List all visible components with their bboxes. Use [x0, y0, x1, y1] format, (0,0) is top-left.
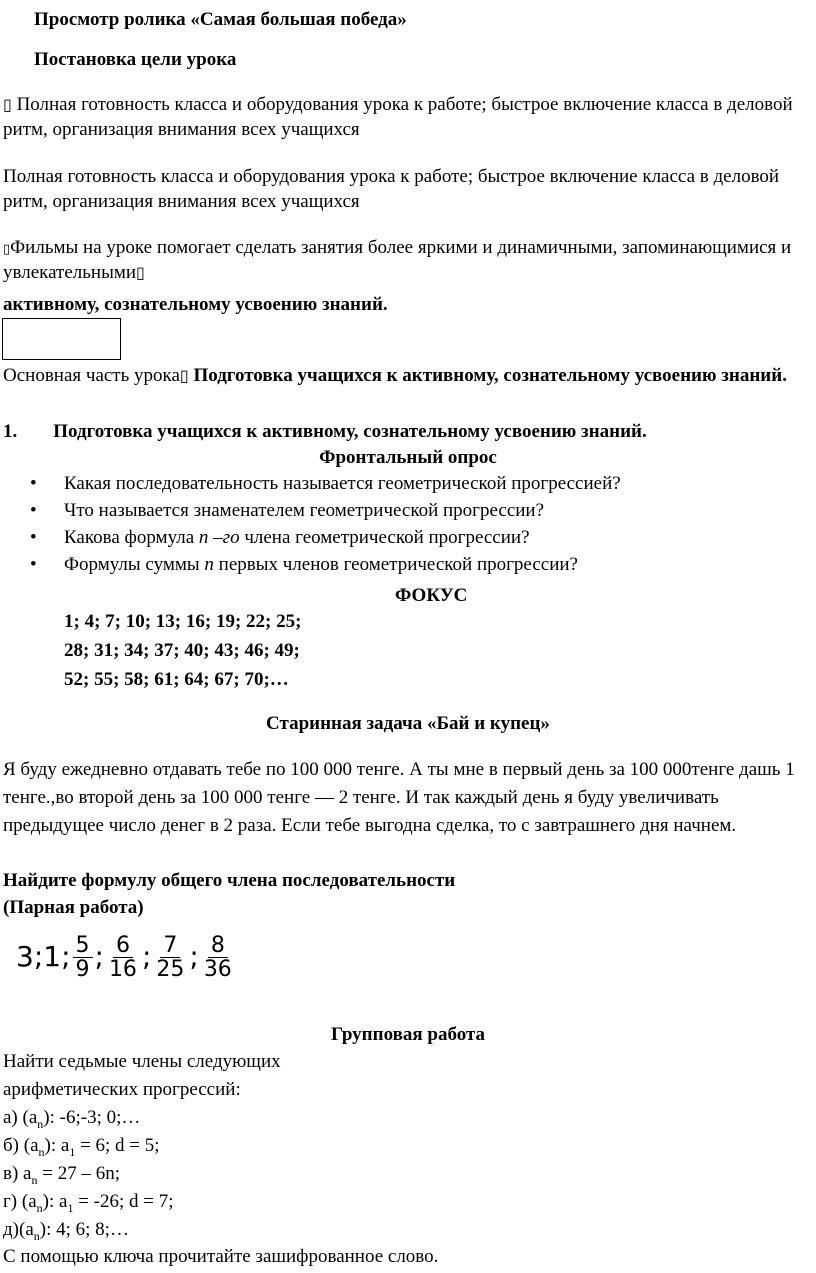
sequence-line: 1; 4; 7; 10; 13; 16; 19; 22; 25; — [64, 611, 302, 632]
list-item — [26, 472, 621, 499]
question-text: Какова формула — [64, 527, 199, 548]
focus-heading: ФОКУС — [395, 585, 468, 606]
group-item — [3, 1162, 812, 1188]
formula-lead: 3;1; — [16, 940, 71, 974]
separator: ; — [141, 940, 152, 974]
item-post: ): a — [44, 1135, 70, 1156]
bold-active-learning: активному, сознательному усвоению знаний. — [3, 294, 388, 315]
missing-glyph-icon: ▯ — [3, 95, 12, 114]
item-sub: n — [37, 1116, 44, 1131]
find-formula-heading: Найдите формулу общего члена последовательности — [3, 870, 456, 891]
item-sub: n — [36, 1200, 43, 1215]
item-sub: n — [31, 1172, 38, 1187]
fraction — [106, 934, 140, 981]
item-post: ): a — [42, 1191, 68, 1212]
item-post2: = 6; d = 5; — [75, 1135, 160, 1156]
item-pre: г) (a — [3, 1191, 37, 1212]
paragraph-readiness-1 — [3, 93, 812, 142]
task-text: Я буду ежедневно отдавать тебе по 100 000 тенге. А ты мне в первый день за 100 000тенге дашь 1 тенге.,во второй день за 100 000 тенге — 2 тенге. И так каждый день я буду увеличивать предыдущее число денег в 2 раза. Если тебе выгодна сделка, то с завтрашнего дня начнем. — [3, 759, 795, 837]
separator: ; — [94, 940, 104, 974]
item-post: ): 4; 6; 8;… — [39, 1219, 129, 1240]
empty-box — [2, 318, 121, 360]
group-item — [3, 1190, 812, 1216]
question-list — [26, 472, 621, 580]
question-italic: n — [204, 554, 214, 575]
main-part-prefix: Основная часть урока — [3, 365, 180, 386]
item-sub: n — [38, 1144, 45, 1159]
missing-glyph-icon: ▯ — [3, 242, 11, 257]
denominator: 9 — [75, 957, 90, 983]
list-item — [26, 526, 621, 553]
list-item — [26, 553, 621, 580]
task-title: Старинная задача «Бай и купец» — [266, 713, 550, 734]
fraction — [153, 934, 187, 981]
item-sub2: 1 — [67, 1200, 74, 1215]
missing-glyph-icon: ▯ — [136, 262, 145, 282]
question-italic: n –го — [198, 527, 240, 548]
title-lesson-goal: Постановка цели урока — [34, 49, 237, 70]
section-1-number: 1. — [3, 421, 18, 442]
pair-work-label: (Парная работа) — [3, 897, 144, 918]
question-rest: первых членов геометрической прогрессии? — [213, 554, 578, 575]
fraction — [73, 934, 93, 981]
group-work-heading: Групповая работа — [330, 1024, 486, 1045]
denominator: 25 — [156, 957, 185, 983]
sequence-line: 52; 55; 58; 61; 64; 67; 70;… — [64, 669, 289, 690]
title-video: Просмотр ролика «Самая большая победа» — [34, 9, 407, 30]
main-part-bold: Подготовка учащихся к активному, сознательному усвоению знаний. — [193, 365, 787, 386]
item-pre: б) (a — [3, 1135, 39, 1156]
closing-instruction: С помощью ключа прочитайте зашифрованное слово. — [3, 1246, 439, 1267]
denominator: 36 — [203, 957, 232, 983]
question-text: Формулы суммы — [64, 554, 205, 575]
paragraph-readiness-2: Полная готовность класса и оборудования урока к работе; быстрое включение класса в деловой ритм, организация внимания всех учащихся — [3, 166, 780, 212]
separator: ; — [189, 940, 199, 974]
sequence-line: 28; 31; 34; 37; 40; 43; 46; 49; — [64, 640, 300, 661]
item-sub: n — [33, 1228, 40, 1243]
list-item — [26, 499, 621, 526]
numerator: 8 — [208, 934, 228, 958]
group-item — [3, 1218, 812, 1244]
numerator: 6 — [113, 934, 133, 958]
question-text: Какая последовательность называется геометрической прогрессией? — [64, 473, 621, 494]
frontal-survey-heading: Фронтальный опрос — [319, 447, 497, 468]
paragraph-readiness-1-text: Полная готовность класса и оборудования урока к работе; быстрое включение класса в деловой ритм, организация внимания всех учащихся — [3, 94, 793, 140]
question-rest: члена геометрической прогрессии? — [239, 527, 530, 548]
group-intro-1: Найти седьмые члены следующих — [3, 1051, 281, 1072]
item-pre: в) a — [3, 1163, 32, 1184]
section-1-heading — [3, 420, 812, 445]
missing-glyph-icon: ▯ — [179, 366, 189, 385]
main-part-heading — [3, 364, 812, 389]
question-text: Что называется знаменателем геометрической прогрессии? — [64, 500, 545, 521]
item-pre: д)(a — [3, 1219, 34, 1240]
group-item — [3, 1134, 812, 1160]
paragraph-films — [3, 236, 812, 285]
item-pre: а) (a — [3, 1107, 38, 1128]
numerator: 5 — [73, 934, 93, 958]
section-1-text: Подготовка учащихся к активному, сознательному усвоению знаний. — [53, 421, 647, 442]
group-item — [3, 1106, 812, 1132]
denominator: 16 — [108, 957, 137, 983]
item-post2: = -26; d = 7; — [73, 1191, 174, 1212]
paragraph-films-text: Фильмы на уроке помогает сделать занятия более яркими и динамичными, запоминающимися и увлекательными — [3, 237, 792, 283]
sequence-formula — [16, 934, 237, 981]
item-post: = 27 – 6n; — [37, 1163, 120, 1184]
numerator: 7 — [160, 934, 180, 958]
item-post: ): -6;-3; 0;… — [43, 1107, 141, 1128]
item-sub2: 1 — [69, 1144, 76, 1159]
fraction — [201, 934, 235, 981]
group-intro-2: арифметических прогрессий: — [3, 1079, 241, 1100]
